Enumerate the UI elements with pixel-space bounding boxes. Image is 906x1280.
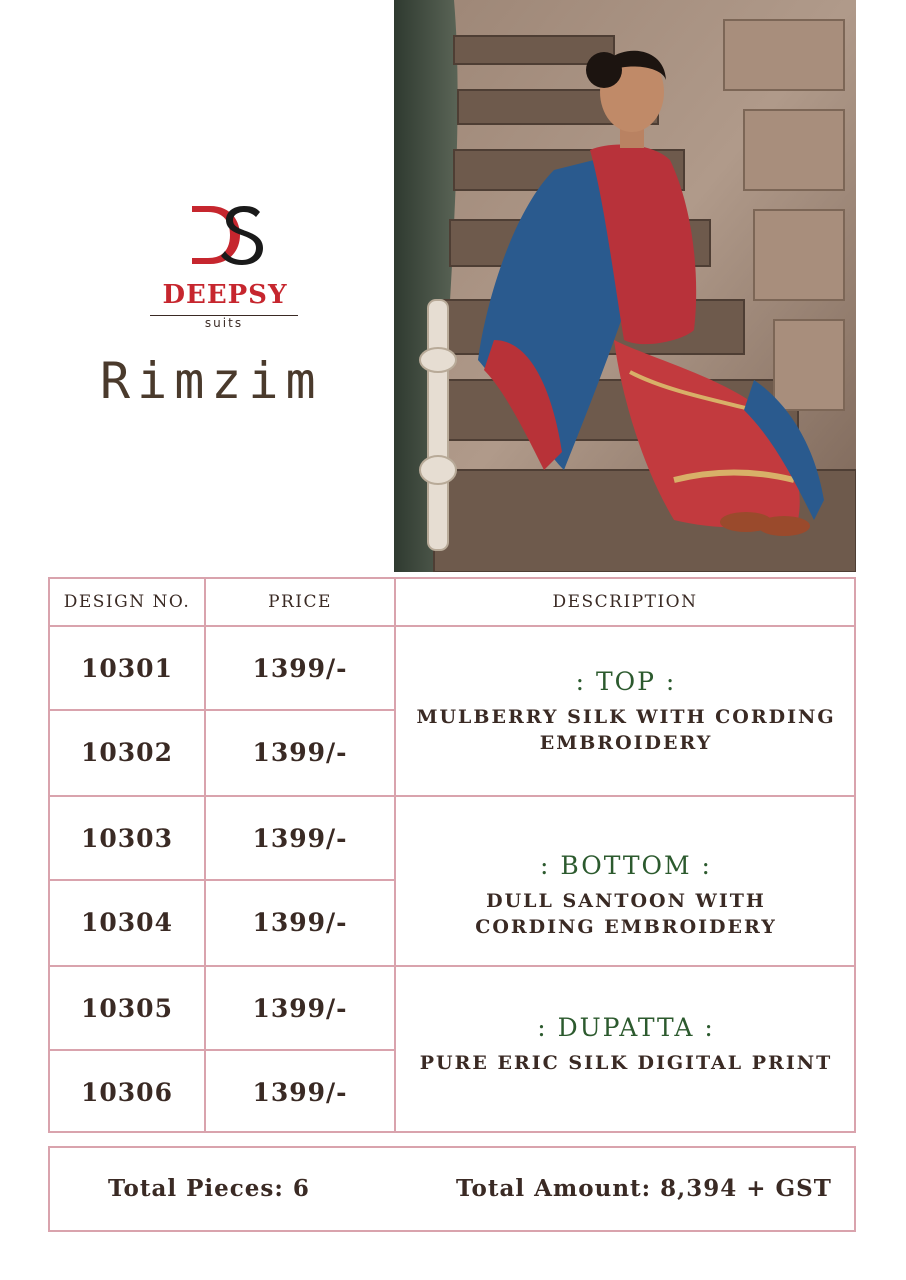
price-cell: 1399/- [252, 654, 348, 683]
deepsy-logo-icon [186, 202, 266, 268]
design-no-cell: 10306 [81, 1078, 173, 1107]
description-heading: : BOTTOM : [540, 851, 712, 880]
description-line: MULBERRY SILK WITH CORDING [416, 706, 836, 728]
product-photo [394, 0, 856, 572]
description-line: EMBROIDERY [539, 732, 713, 754]
description-dupatta [396, 1013, 856, 1076]
design-no-cell: 10303 [81, 824, 173, 853]
brand-name: DEEPSY [162, 280, 288, 310]
header-price: PRICE [268, 592, 332, 612]
description-bottom [396, 851, 856, 940]
brand-subtitle: suits [204, 316, 244, 330]
header-description: DESCRIPTION [552, 592, 698, 612]
design-no-cell: 10305 [81, 994, 173, 1023]
price-cell: 1399/- [252, 824, 348, 853]
price-cell: 1399/- [252, 738, 348, 767]
description-line: PURE ERIC SILK DIGITAL PRINT [419, 1052, 833, 1074]
price-cell: 1399/- [252, 994, 348, 1023]
description-heading: : TOP : [575, 667, 677, 696]
design-no-cell: 10301 [81, 654, 173, 683]
price-cell: 1399/- [252, 908, 348, 937]
price-cell: 1399/- [252, 1078, 348, 1107]
collection-title: Rimzim [100, 352, 323, 410]
description-top [396, 667, 856, 756]
total-pieces: Total Pieces: 6 [108, 1175, 310, 1202]
header-design-no: DESIGN NO. [63, 592, 191, 612]
description-line: DULL SANTOON WITH [486, 890, 766, 912]
total-amount: Total Amount: 8,394 + GST [456, 1175, 832, 1202]
design-no-cell: 10302 [81, 738, 173, 767]
design-table [48, 577, 856, 1133]
description-heading: : DUPATTA : [537, 1013, 715, 1042]
description-line: CORDING EMBROIDERY [475, 916, 777, 938]
design-no-cell: 10304 [81, 908, 173, 937]
totals-box [48, 1146, 856, 1232]
